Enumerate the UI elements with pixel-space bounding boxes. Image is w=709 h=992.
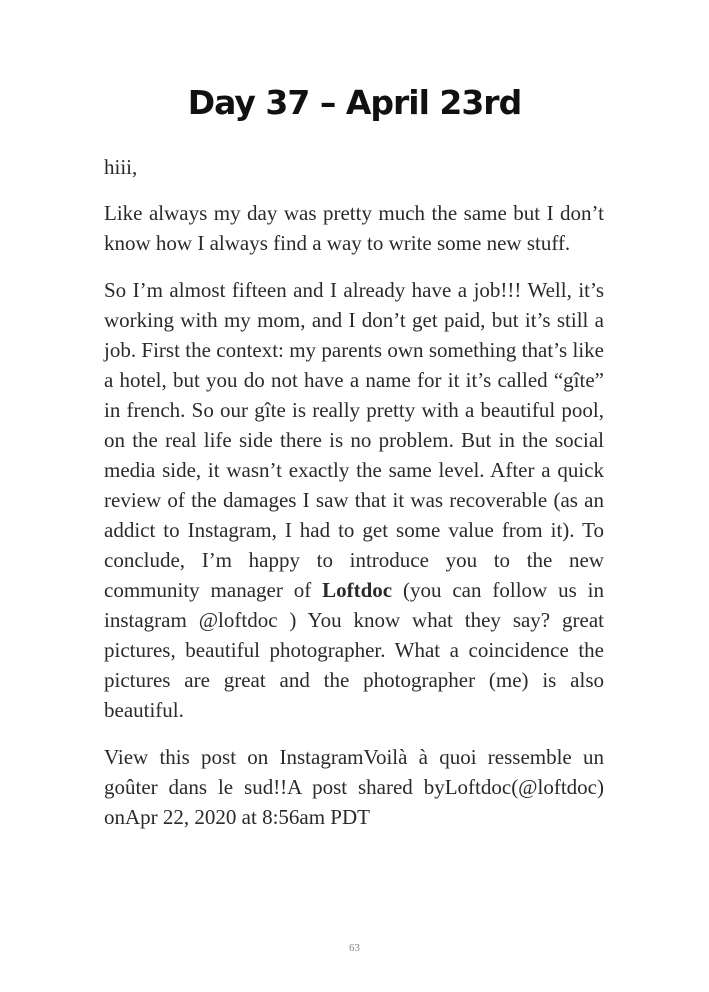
job-paragraph — [104, 275, 604, 725]
article-body — [104, 152, 604, 849]
instagram-embed-text: View this post on InstagramVoilà à quoi ressemble un goûter dans le sud!!A post shared byLoftdoc(@loftdoc) onApr 22, 2020 at 8:56am PDT — [104, 745, 604, 829]
brand-name: Loftdoc — [322, 578, 393, 602]
page-number: 63 — [349, 942, 360, 954]
job-paragraph-text-end: (you can follow us in instagram @loftdoc ) You know what they say? great pictures, beautiful photographer. What a coincidence the pictures are great and the photographer (me) is also beautiful. — [104, 578, 604, 722]
page-title: Day 37 – April 23rd — [187, 83, 522, 122]
job-paragraph-text-start: So I’m almost fifteen and I already have a job!!! Well, it’s working with my mom, and I don’t get paid, but it’s still a job. First the context: my parents own something that’s like a hotel, but you do not have a name for it it’s called “gîte” in french. So our gîte is really pretty with a beautiful pool, on the real life side there is no problem. But in the social media side, it wasn’t exactly the same level. After a quick review of the damages I saw that it was recoverable (as an addict to Instagram, I had to get some value from it). To conclude, I’m happy to introduce you to the new community manager of — [104, 278, 604, 602]
greeting-paragraph: hiii, — [104, 155, 138, 179]
intro-paragraph: Like always my day was pretty much the same but I don’t know how I always find a way to write some new stuff. — [104, 201, 604, 255]
